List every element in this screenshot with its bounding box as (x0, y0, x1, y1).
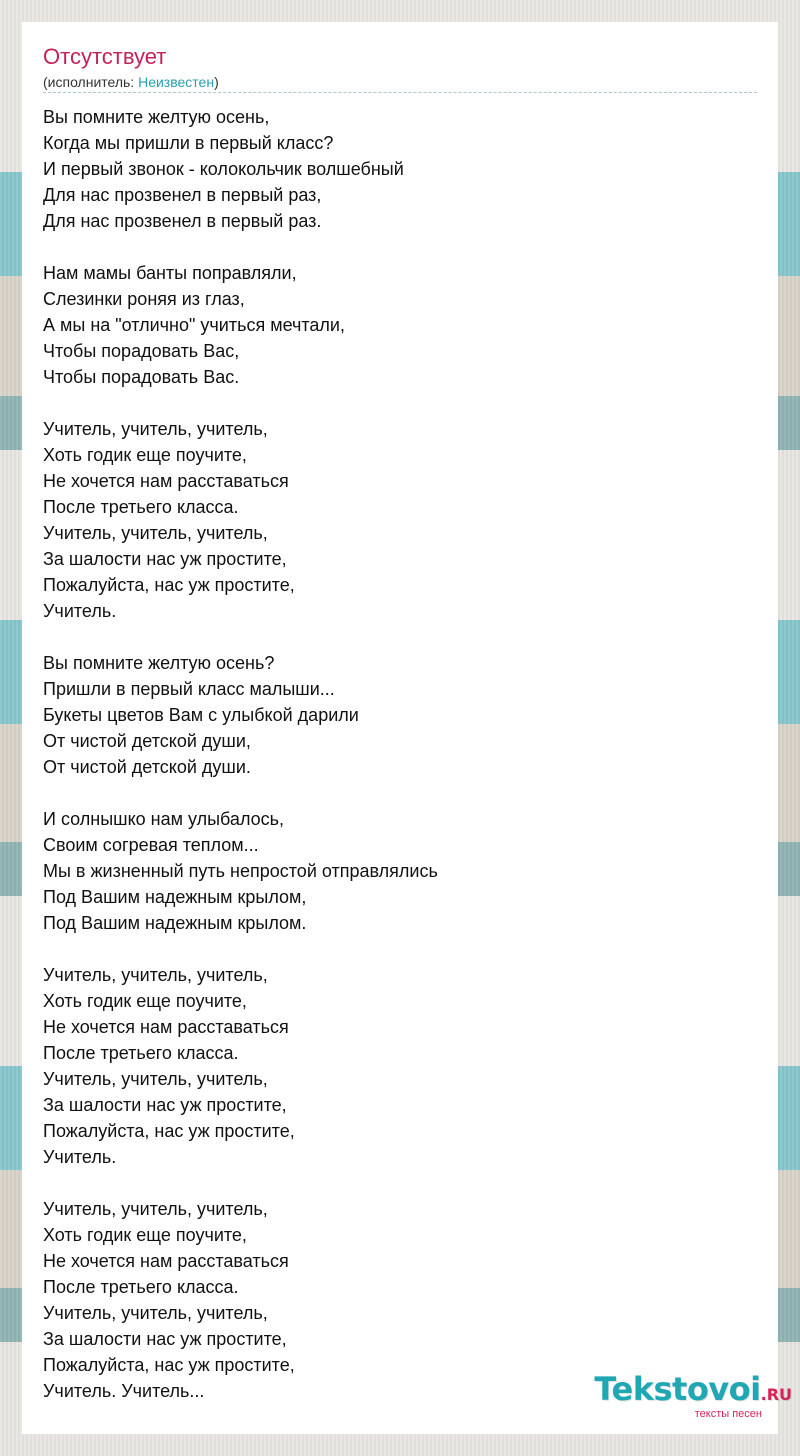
lyrics-line: За шалости нас уж простите, (43, 549, 287, 569)
lyrics-card (22, 22, 778, 1434)
lyrics-line: И солнышко нам улыбалось, (43, 809, 285, 829)
lyrics-line: Пришли в первый класс малыши... (43, 679, 335, 699)
lyrics-line: Не хочется нам расставаться (43, 1017, 289, 1037)
logo-name: Tekstovoi (594, 1370, 761, 1408)
logo-tld: .RU (760, 1385, 792, 1404)
lyrics-line: Пожалуйста, нас уж простите, (43, 1355, 295, 1375)
lyrics-line: Пожалуйста, нас уж простите, (43, 1121, 295, 1141)
lyrics-line: Хоть годик еще поучите, (43, 1225, 247, 1245)
lyrics-stanza (43, 650, 757, 780)
performer-prefix: (исполнитель: (43, 74, 139, 90)
lyrics-line: Когда мы пришли в первый класс? (43, 133, 334, 153)
lyrics-line: Вы помните желтую осень, (43, 107, 270, 127)
lyrics-line: Учитель, учитель, учитель, (43, 1303, 268, 1323)
lyrics-line: Учитель. (43, 1147, 117, 1167)
performer-suffix: ) (214, 74, 219, 90)
lyrics-line: После третьего класса. (43, 1043, 239, 1063)
lyrics-line: Мы в жизненный путь непростой отправлялись (43, 861, 438, 881)
lyrics-line: Не хочется нам расставаться (43, 1251, 289, 1271)
title-divider (43, 92, 757, 93)
lyrics-line: Учитель, учитель, учитель, (43, 1199, 268, 1219)
lyrics-line: Для нас прозвенел в первый раз, (43, 185, 322, 205)
lyrics-line: Учитель, учитель, учитель, (43, 1069, 268, 1089)
lyrics-line: Хоть годик еще поучите, (43, 445, 247, 465)
lyrics-line: Под Вашим надежным крылом, (43, 887, 307, 907)
lyrics-line: И первый звонок - колокольчик волшебный (43, 159, 404, 179)
song-title: Отсутствует (43, 44, 167, 69)
lyrics-stanza (43, 416, 757, 624)
lyrics-stanza (43, 260, 757, 390)
lyrics-line: От чистой детской души. (43, 757, 251, 777)
lyrics-line: Букеты цветов Вам с улыбкой дарили (43, 705, 359, 725)
lyrics-stanza (43, 806, 757, 936)
lyrics-stanza (43, 962, 757, 1170)
lyrics-text (43, 104, 757, 1430)
lyrics-line: За шалости нас уж простите, (43, 1095, 287, 1115)
lyrics-line: Своим согревая теплом... (43, 835, 259, 855)
lyrics-line: После третьего класса. (43, 1277, 239, 1297)
logo-tagline: тексты песен (694, 1408, 762, 1420)
logo-wordmark (594, 1372, 792, 1412)
lyrics-line: После третьего класса. (43, 497, 239, 517)
site-logo[interactable] (594, 1372, 792, 1420)
lyrics-line: Под Вашим надежным крылом. (43, 913, 307, 933)
lyrics-line: За шалости нас уж простите, (43, 1329, 287, 1349)
lyrics-line: Чтобы порадовать Вас, (43, 341, 240, 361)
performer-link[interactable]: Неизвестен (138, 74, 215, 90)
lyrics-line: Пожалуйста, нас уж простите, (43, 575, 295, 595)
performer-line (43, 73, 219, 91)
lyrics-line: Чтобы порадовать Вас. (43, 367, 240, 387)
lyrics-line: Нам мамы банты поправляли, (43, 263, 297, 283)
lyrics-line: Учитель. Учитель... (43, 1381, 205, 1401)
lyrics-line: Вы помните желтую осень? (43, 653, 275, 673)
lyrics-line: Учитель, учитель, учитель, (43, 419, 268, 439)
lyrics-line: Не хочется нам расставаться (43, 471, 289, 491)
lyrics-line: Хоть годик еще поучите, (43, 991, 247, 1011)
lyrics-line: Учитель. (43, 601, 117, 621)
lyrics-line: А мы на "отлично" учиться мечтали, (43, 315, 345, 335)
lyrics-line: Слезинки роняя из глаз, (43, 289, 245, 309)
lyrics-stanza (43, 104, 757, 234)
lyrics-line: Для нас прозвенел в первый раз. (43, 211, 322, 231)
lyrics-line: Учитель, учитель, учитель, (43, 965, 268, 985)
lyrics-line: Учитель, учитель, учитель, (43, 523, 268, 543)
lyrics-line: От чистой детской души, (43, 731, 251, 751)
